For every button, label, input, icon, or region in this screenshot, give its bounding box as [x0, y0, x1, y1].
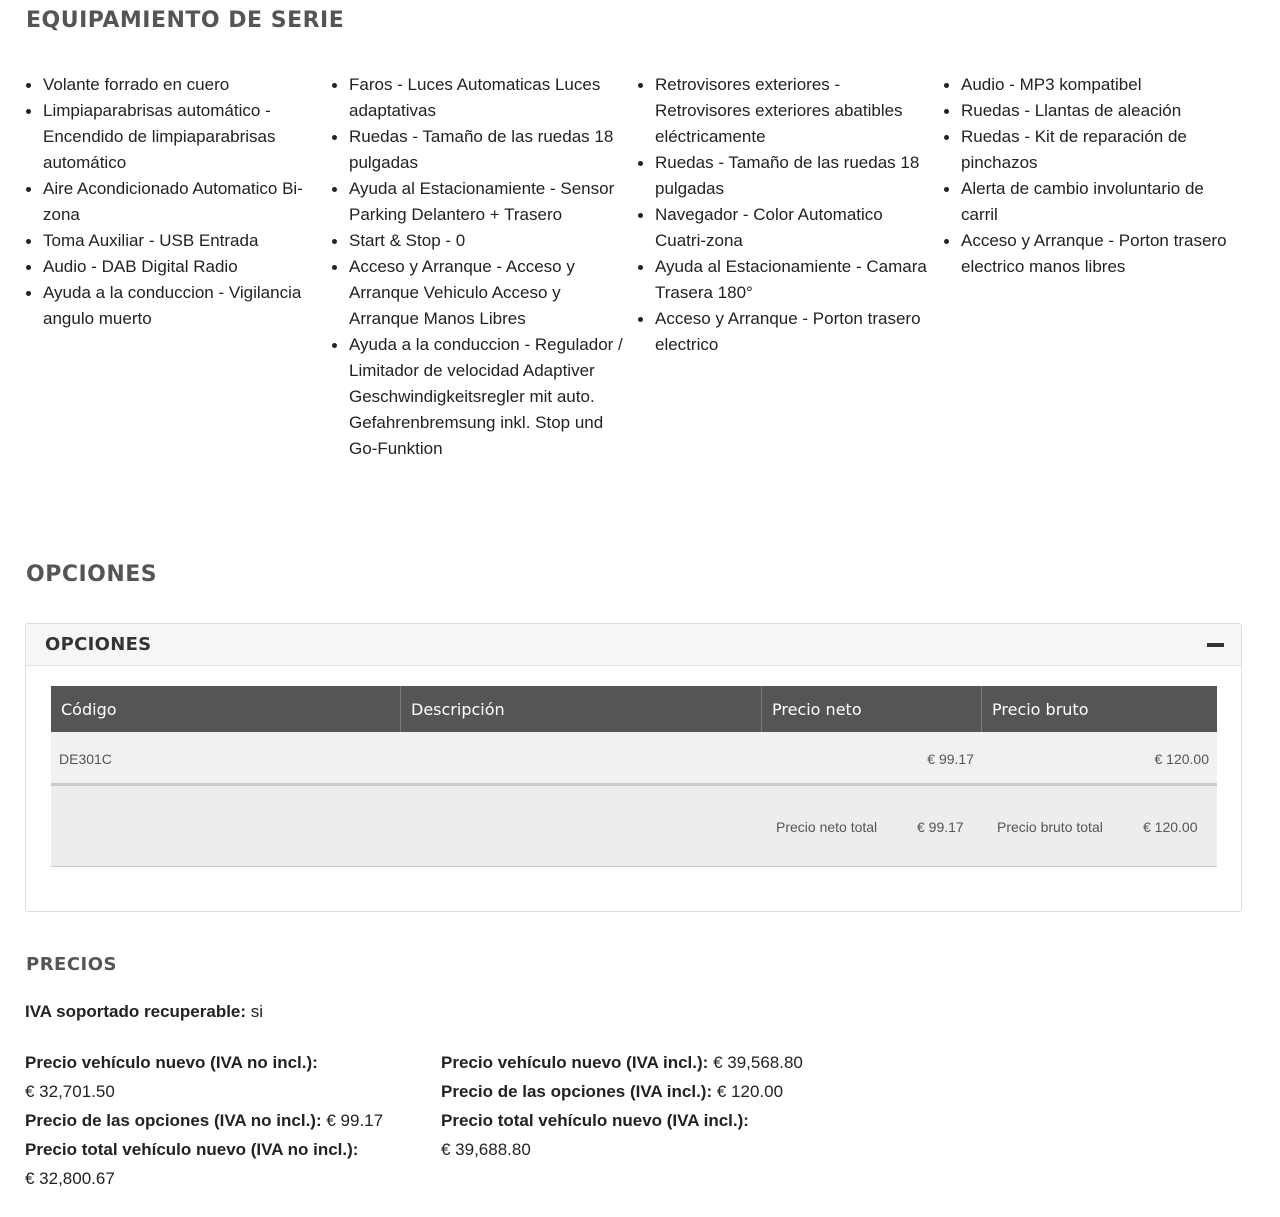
precio-total-sin-iva-label: Precio total vehículo nuevo (IVA no incl.):	[25, 1140, 359, 1159]
opciones-panel	[25, 623, 1242, 912]
precio-nuevo-con-iva-label: Precio vehículo nuevo (IVA incl.):	[441, 1053, 709, 1072]
equip-item: Ruedas - Tamaño de las ruedas 18 pulgadas	[330, 124, 626, 176]
equip-item: Start & Stop - 0	[330, 228, 626, 254]
precio-opciones-con-iva-label: Precio de las opciones (IVA incl.):	[441, 1082, 713, 1101]
precios-con-iva	[441, 1048, 861, 1164]
equip-item: Acceso y Arranque - Acceso y Arranque Vehiculo Acceso y Arranque Manos Libres	[330, 254, 626, 332]
precio-nuevo-con-iva	[441, 1048, 861, 1077]
precio-nuevo-sin-iva-label: Precio vehículo nuevo (IVA no incl.):	[25, 1053, 318, 1072]
equip-item: Alerta de cambio involuntario de carril	[942, 176, 1238, 228]
precio-nuevo-sin-iva	[25, 1048, 425, 1106]
total-bruto-value: € 120.00	[1143, 819, 1198, 835]
header-descripcion: Descripción	[401, 686, 762, 732]
header-precio-bruto: Precio bruto	[992, 700, 1089, 719]
precio-nuevo-sin-iva-value: € 32,701.50	[25, 1082, 115, 1101]
cell-precio-bruto: € 120.00	[1154, 751, 1209, 767]
precio-total-sin-iva	[25, 1135, 425, 1193]
equip-item: Ruedas - Tamaño de las ruedas 18 pulgadas	[636, 150, 932, 202]
equip-item: Navegador - Color Automatico Cuatri-zona	[636, 202, 932, 254]
precio-opciones-sin-iva-value: € 99.17	[326, 1111, 384, 1130]
precio-opciones-sin-iva	[25, 1106, 425, 1135]
header-precio-neto: Precio neto	[762, 686, 982, 732]
equip-item: Ayuda a la conduccion - Vigilancia angulo muerto	[24, 280, 320, 332]
collapse-minus-icon[interactable]	[1207, 643, 1224, 647]
opciones-title: OPCIONES	[26, 562, 158, 587]
equip-item: Aire Acondicionado Automatico Bi-zona	[24, 176, 320, 228]
table-header-row	[51, 686, 1217, 732]
equip-item: Faros - Luces Automaticas Luces adaptativas	[330, 72, 626, 124]
precio-opciones-con-iva-value: € 120.00	[716, 1082, 784, 1101]
opciones-panel-title: OPCIONES	[45, 634, 152, 655]
equipamiento-column-1	[24, 72, 330, 462]
cell-precio-neto: € 99.17	[927, 751, 974, 767]
precios-title: PRECIOS	[26, 954, 118, 975]
table-totals-row	[51, 786, 1217, 867]
equipamiento-column-2	[330, 72, 636, 462]
equip-item: Ruedas - Llantas de aleación	[942, 98, 1238, 124]
header-codigo: Código	[51, 686, 401, 732]
equip-item: Ayuda al Estacionamiente - Camara Trasera 180°	[636, 254, 932, 306]
equip-item: Acceso y Arranque - Porton trasero electrico	[636, 306, 932, 358]
precio-nuevo-con-iva-value: € 39,568.80	[713, 1053, 803, 1072]
precio-total-sin-iva-value: € 32,800.67	[25, 1169, 115, 1188]
precio-opciones-sin-iva-label: Precio de las opciones (IVA no incl.):	[25, 1111, 322, 1130]
opciones-table	[51, 686, 1217, 867]
equip-item: Audio - DAB Digital Radio	[24, 254, 320, 280]
iva-line	[25, 1002, 263, 1022]
cell-codigo: DE301C	[59, 751, 112, 767]
equip-item: Volante forrado en cuero	[24, 72, 320, 98]
equipamiento-list	[24, 72, 1248, 462]
equip-item: Ayuda al Estacionamiente - Sensor Parking Delantero + Trasero	[330, 176, 626, 228]
total-bruto-label: Precio bruto total	[997, 819, 1103, 835]
precio-opciones-con-iva	[441, 1077, 861, 1106]
equip-item: Acceso y Arranque - Porton trasero electrico manos libres	[942, 228, 1238, 280]
total-neto-label: Precio neto total	[776, 819, 878, 835]
equip-item: Limpiaparabrisas automático - Encendido de limpiaparabrisas automático	[24, 98, 320, 176]
iva-label: IVA soportado recuperable:	[25, 1002, 247, 1021]
equipamiento-column-4	[942, 72, 1248, 462]
iva-value: si	[250, 1002, 264, 1021]
equip-item: Audio - MP3 kompatibel	[942, 72, 1238, 98]
precio-total-con-iva-label: Precio total vehículo nuevo (IVA incl.):	[441, 1111, 749, 1130]
table-row	[51, 732, 1217, 786]
equip-item: Ruedas - Kit de reparación de pinchazos	[942, 124, 1238, 176]
precio-total-con-iva-value: € 39,688.80	[441, 1140, 531, 1159]
precio-total-con-iva	[441, 1106, 861, 1164]
equipamiento-title: EQUIPAMIENTO DE SERIE	[26, 8, 345, 33]
opciones-panel-header[interactable]	[26, 624, 1241, 666]
equip-item: Toma Auxiliar - USB Entrada	[24, 228, 320, 254]
equip-item: Ayuda a la conduccion - Regulador / Limitador de velocidad Adaptiver Geschwindigkeitsregler mit auto. Gefahrenbremsung inkl. Stop und Go-Funktion	[330, 332, 626, 462]
total-neto-value: € 99.17	[917, 819, 964, 835]
equip-item: Retrovisores exteriores - Retrovisores exteriores abatibles eléctricamente	[636, 72, 932, 150]
cell-descripcion	[401, 732, 762, 783]
equipamiento-column-3	[636, 72, 942, 462]
precios-sin-iva	[25, 1048, 425, 1193]
